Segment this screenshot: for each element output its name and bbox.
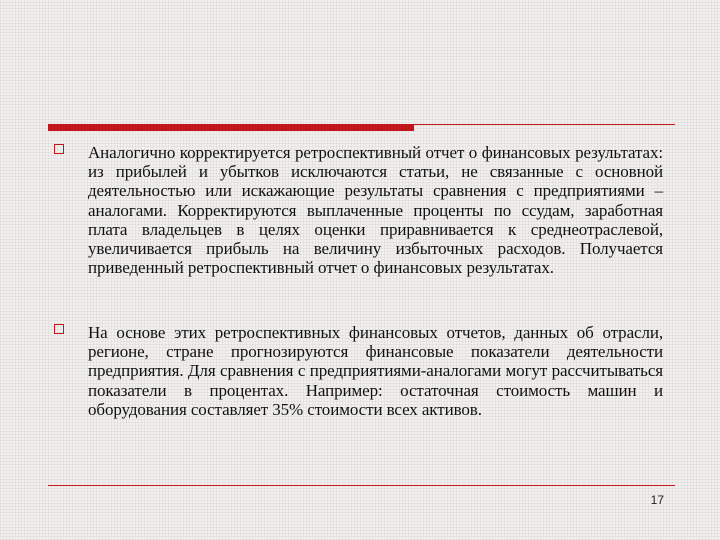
footer-divider-line [48,485,675,486]
bullet-text: На основе этих ретроспективных финансовых отчетов, данных об отрасли, регионе, стране прогнозируются финансовые показатели деятельности предприятия. Для сравнения с предприятиями-аналогами могут рассчитываться показатели в процентах. Например: остаточная стоимость машин и оборудования составляет 35% стоимости всех активов. [88,323,663,419]
header-accent-bar [48,124,414,131]
hollow-square-bullet-icon [54,144,64,154]
page-number: 17 [650,493,664,507]
header-divider-line [48,124,675,125]
hollow-square-bullet-icon [54,324,64,334]
bullet-text: Аналогично корректируется ретроспективный отчет о финансовых результатах: из прибылей и убытков исключаются статьи, не связанные с основной деятельностью или искажающие результаты сравнения с предприятиями – аналогами. Корректируются выплаченные проценты по ссудам, заработная плата владельцев в целях оценки приравнивается к среднеотраслевой, увеличивается прибыль на величину избыточных расходов. Получается приведенный ретроспективный отчет о финансовых результатах. [88,143,663,278]
